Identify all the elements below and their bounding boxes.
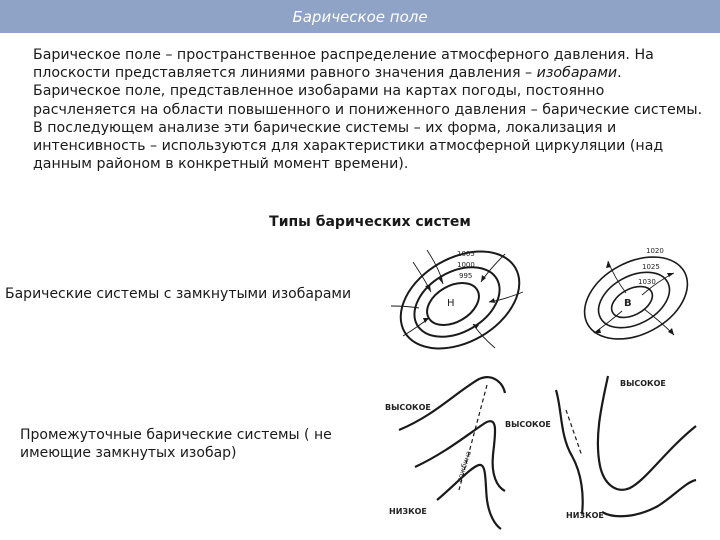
cyclone-isobar-label-3: 995 [459,272,473,280]
anticyclone-isobar-label-2: 1025 [642,263,660,271]
trough-high-left-label: ВЫСОКОЕ [385,403,431,412]
ridge-low-label: НИЗКОЕ [566,511,604,520]
ridge-diagram [556,370,706,540]
anticyclone-isobar-label-3: 1030 [638,278,656,286]
cyclone-diagram [385,240,535,370]
cyclone-isobar-label-2: 1000 [457,261,475,269]
intro-text-part2: . Барическое поле, представленное изобарами на картах погоды, постоянно расчленяется на области повышенного и пониженного давления – барические системы. В последующем анализе эти барические системы – их форма, локализация и интенсивность – используются для характеристики атмосферной циркуляции (над данным районом в конкретный момент времени). [33,65,703,173]
ridge-high-label: ВЫСОКОЕ [620,379,666,388]
cyclone-isobar-label-1: 1005 [457,250,475,258]
trough-axis-label: ложбина [455,449,474,484]
trough-diagram [375,375,565,535]
anticyclone-center-letter: В [624,298,632,309]
intro-paragraph [33,46,703,173]
intro-text-part1: Барическое поле – пространственное распределение атмосферного давления. На плоскости представляется линиями равного значения давления – [33,47,654,82]
anticyclone-diagram [578,243,698,353]
anticyclone-isobar-outer [571,240,702,355]
slide-title: Барическое поле [292,8,428,26]
ridge-isobar-2 [598,376,696,490]
anticyclone-wind-arrows [594,261,674,335]
types-heading: Типы барических систем [269,214,471,230]
trough-isobar-3 [437,465,501,529]
anticyclone-isobar-label-1: 1020 [646,247,664,255]
ridge-isobar-1 [556,390,583,514]
intermediate-systems-label: Промежуточные барические системы ( не имеющие замкнутых изобар) [20,427,332,461]
closed-systems-label: Барические системы с замкнутыми изобарами [5,286,352,302]
trough-high-right-label: ВЫСОКОЕ [505,420,551,429]
cyclone-center-letter: Н [447,298,455,309]
trough-low-label: НИЗКОЕ [389,507,427,516]
intro-term-isobars: изобарами [536,65,618,82]
ridge-isobar-3 [602,480,696,516]
